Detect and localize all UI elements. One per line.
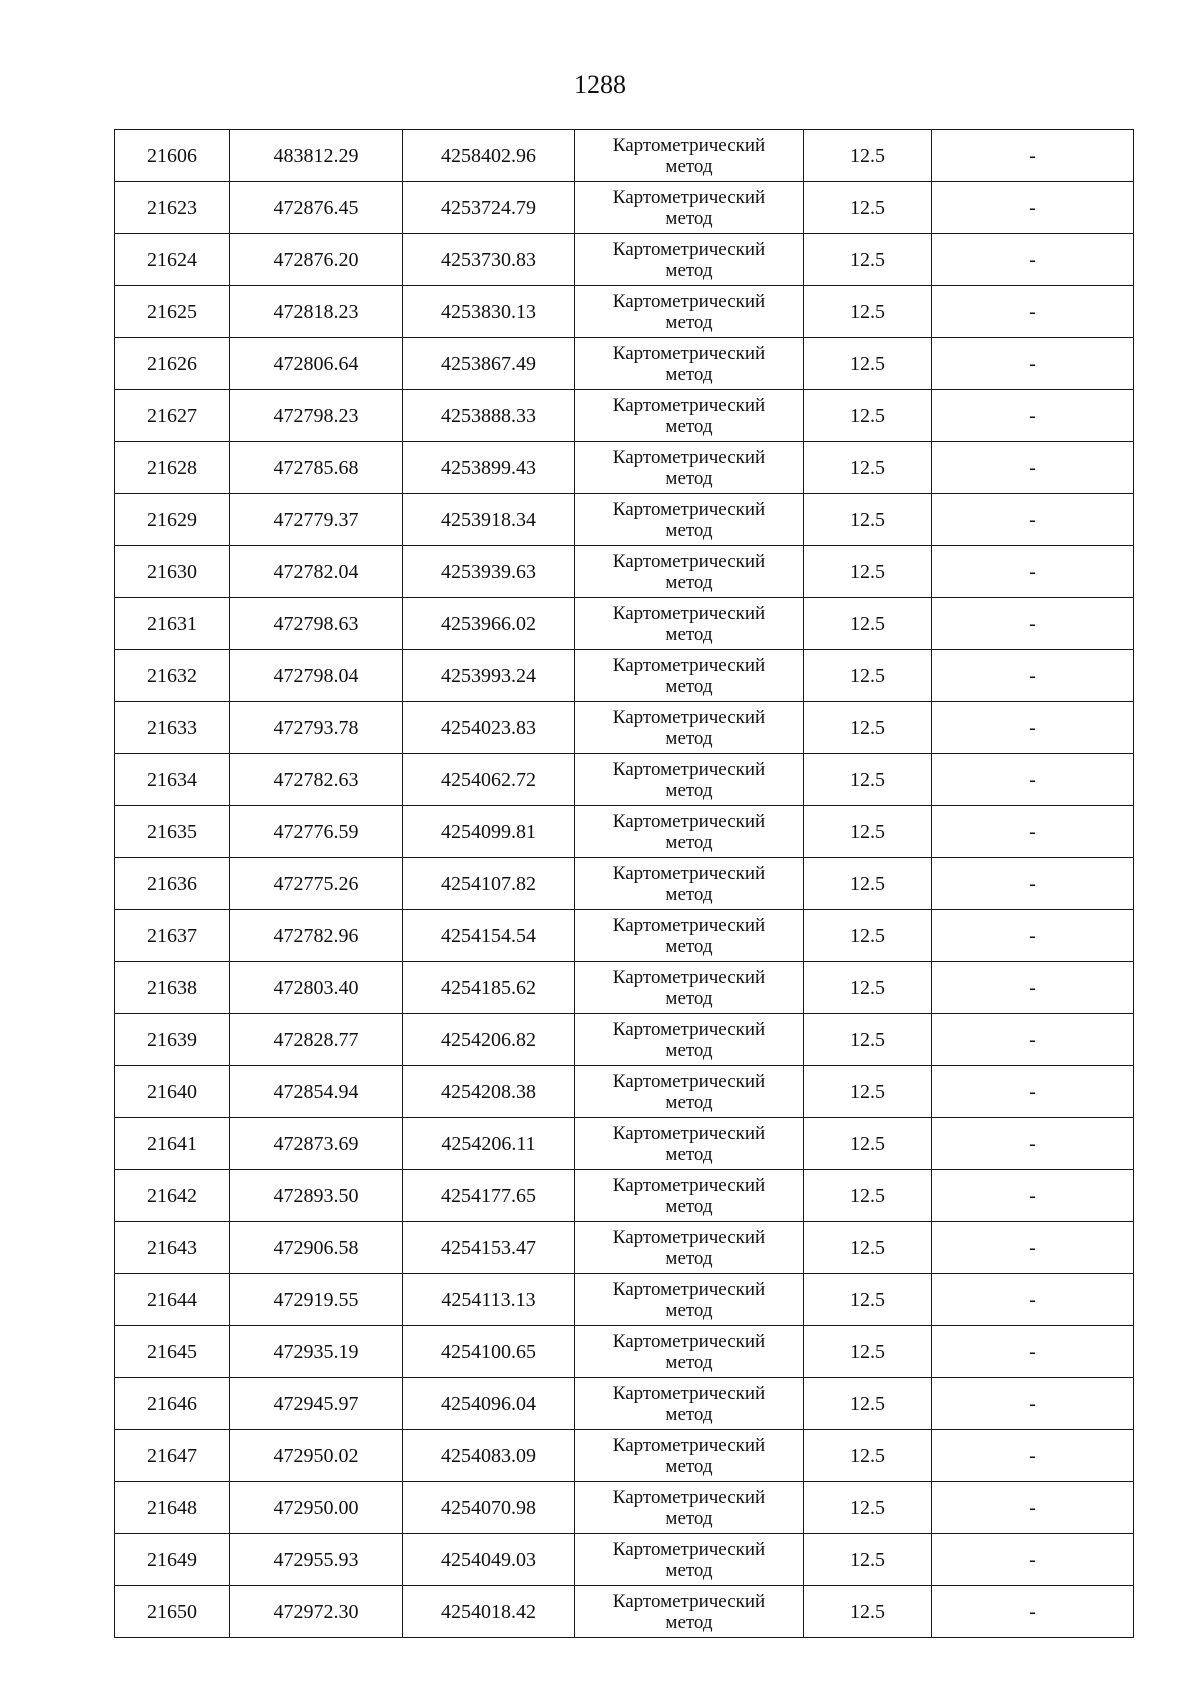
method-line-2: метод xyxy=(665,155,713,177)
table-row xyxy=(115,650,1134,702)
note-cell: - xyxy=(932,910,1134,962)
point-id-cell: 21644 xyxy=(115,1274,230,1326)
table-row xyxy=(115,130,1134,182)
point-id-cell: 21606 xyxy=(115,130,230,182)
table-row xyxy=(115,1326,1134,1378)
x-coordinate-cell: 472793.78 xyxy=(230,702,403,754)
table-row xyxy=(115,1586,1134,1638)
point-id-cell: 21628 xyxy=(115,442,230,494)
y-coordinate-cell: 4254049.03 xyxy=(403,1534,575,1586)
method-line-2: метод xyxy=(665,675,713,697)
accuracy-cell: 12.5 xyxy=(804,546,932,598)
accuracy-cell: 12.5 xyxy=(804,962,932,1014)
method-cell xyxy=(575,1534,804,1586)
method-line-1: Картометрический xyxy=(612,1070,766,1092)
point-id-cell: 21624 xyxy=(115,234,230,286)
y-coordinate-cell: 4254099.81 xyxy=(403,806,575,858)
accuracy-cell: 12.5 xyxy=(804,598,932,650)
note-cell: - xyxy=(932,702,1134,754)
note-cell: - xyxy=(932,1066,1134,1118)
method-line-2: метод xyxy=(665,987,713,1009)
method-cell xyxy=(575,1430,804,1482)
coordinates-table xyxy=(114,129,1134,1638)
method-cell xyxy=(575,338,804,390)
y-coordinate-cell: 4254062.72 xyxy=(403,754,575,806)
note-cell: - xyxy=(932,1222,1134,1274)
method-line-1: Картометрический xyxy=(612,966,766,988)
point-id-cell: 21636 xyxy=(115,858,230,910)
table-row xyxy=(115,1378,1134,1430)
point-id-cell: 21637 xyxy=(115,910,230,962)
accuracy-cell: 12.5 xyxy=(804,442,932,494)
method-line-1: Картометрический xyxy=(612,498,766,520)
accuracy-cell: 12.5 xyxy=(804,1118,932,1170)
method-cell xyxy=(575,1222,804,1274)
note-cell: - xyxy=(932,1118,1134,1170)
method-line-2: метод xyxy=(665,1507,713,1529)
note-cell: - xyxy=(932,494,1134,546)
point-id-cell: 21633 xyxy=(115,702,230,754)
y-coordinate-cell: 4258402.96 xyxy=(403,130,575,182)
y-coordinate-cell: 4254185.62 xyxy=(403,962,575,1014)
y-coordinate-cell: 4254206.82 xyxy=(403,1014,575,1066)
method-cell xyxy=(575,598,804,650)
y-coordinate-cell: 4254177.65 xyxy=(403,1170,575,1222)
note-cell: - xyxy=(932,1274,1134,1326)
method-line-2: метод xyxy=(665,1247,713,1269)
table-row xyxy=(115,910,1134,962)
accuracy-cell: 12.5 xyxy=(804,1534,932,1586)
method-line-2: метод xyxy=(665,1299,713,1321)
table-row xyxy=(115,234,1134,286)
point-id-cell: 21638 xyxy=(115,962,230,1014)
method-line-2: метод xyxy=(665,519,713,541)
note-cell: - xyxy=(932,338,1134,390)
point-id-cell: 21647 xyxy=(115,1430,230,1482)
method-line-2: метод xyxy=(665,623,713,645)
x-coordinate-cell: 472798.63 xyxy=(230,598,403,650)
method-cell xyxy=(575,1482,804,1534)
note-cell: - xyxy=(932,806,1134,858)
method-cell xyxy=(575,1586,804,1638)
x-coordinate-cell: 472955.93 xyxy=(230,1534,403,1586)
method-line-2: метод xyxy=(665,571,713,593)
method-line-2: метод xyxy=(665,259,713,281)
x-coordinate-cell: 472782.04 xyxy=(230,546,403,598)
method-cell xyxy=(575,286,804,338)
accuracy-cell: 12.5 xyxy=(804,702,932,754)
y-coordinate-cell: 4253830.13 xyxy=(403,286,575,338)
accuracy-cell: 12.5 xyxy=(804,130,932,182)
x-coordinate-cell: 472893.50 xyxy=(230,1170,403,1222)
method-line-1: Картометрический xyxy=(612,1174,766,1196)
method-line-2: метод xyxy=(665,935,713,957)
table-row xyxy=(115,182,1134,234)
method-line-1: Картометрический xyxy=(612,134,766,156)
method-line-1: Картометрический xyxy=(612,1278,766,1300)
point-id-cell: 21635 xyxy=(115,806,230,858)
method-cell xyxy=(575,1326,804,1378)
point-id-cell: 21646 xyxy=(115,1378,230,1430)
x-coordinate-cell: 472779.37 xyxy=(230,494,403,546)
method-cell xyxy=(575,702,804,754)
accuracy-cell: 12.5 xyxy=(804,1586,932,1638)
method-line-1: Картометрический xyxy=(612,862,766,884)
method-line-2: метод xyxy=(665,883,713,905)
method-line-2: метод xyxy=(665,415,713,437)
point-id-cell: 21631 xyxy=(115,598,230,650)
y-coordinate-cell: 4254100.65 xyxy=(403,1326,575,1378)
method-line-1: Картометрический xyxy=(612,758,766,780)
point-id-cell: 21632 xyxy=(115,650,230,702)
accuracy-cell: 12.5 xyxy=(804,754,932,806)
accuracy-cell: 12.5 xyxy=(804,1170,932,1222)
accuracy-cell: 12.5 xyxy=(804,1274,932,1326)
method-line-2: метод xyxy=(665,1195,713,1217)
y-coordinate-cell: 4253899.43 xyxy=(403,442,575,494)
method-line-1: Картометрический xyxy=(612,1590,766,1612)
accuracy-cell: 12.5 xyxy=(804,1014,932,1066)
point-id-cell: 21626 xyxy=(115,338,230,390)
method-cell xyxy=(575,910,804,962)
accuracy-cell: 12.5 xyxy=(804,234,932,286)
y-coordinate-cell: 4253993.24 xyxy=(403,650,575,702)
point-id-cell: 21623 xyxy=(115,182,230,234)
table-row xyxy=(115,1170,1134,1222)
table-row xyxy=(115,754,1134,806)
x-coordinate-cell: 472798.04 xyxy=(230,650,403,702)
point-id-cell: 21629 xyxy=(115,494,230,546)
point-id-cell: 21625 xyxy=(115,286,230,338)
coordinates-table-body xyxy=(115,130,1134,1638)
method-cell xyxy=(575,546,804,598)
y-coordinate-cell: 4254096.04 xyxy=(403,1378,575,1430)
y-coordinate-cell: 4254154.54 xyxy=(403,910,575,962)
method-line-1: Картометрический xyxy=(612,1330,766,1352)
note-cell: - xyxy=(932,1326,1134,1378)
table-row xyxy=(115,390,1134,442)
note-cell: - xyxy=(932,546,1134,598)
x-coordinate-cell: 472876.45 xyxy=(230,182,403,234)
accuracy-cell: 12.5 xyxy=(804,1222,932,1274)
method-line-1: Картометрический xyxy=(612,654,766,676)
method-line-1: Картометрический xyxy=(612,394,766,416)
y-coordinate-cell: 4254208.38 xyxy=(403,1066,575,1118)
table-row xyxy=(115,858,1134,910)
table-row xyxy=(115,494,1134,546)
table-row xyxy=(115,1014,1134,1066)
method-line-2: метод xyxy=(665,1559,713,1581)
table-row xyxy=(115,1222,1134,1274)
x-coordinate-cell: 472776.59 xyxy=(230,806,403,858)
method-cell xyxy=(575,182,804,234)
method-line-1: Картометрический xyxy=(612,706,766,728)
table-row xyxy=(115,1482,1134,1534)
y-coordinate-cell: 4253724.79 xyxy=(403,182,575,234)
method-cell xyxy=(575,1014,804,1066)
note-cell: - xyxy=(932,962,1134,1014)
note-cell: - xyxy=(932,1482,1134,1534)
x-coordinate-cell: 472935.19 xyxy=(230,1326,403,1378)
x-coordinate-cell: 472876.20 xyxy=(230,234,403,286)
method-line-2: метод xyxy=(665,779,713,801)
note-cell: - xyxy=(932,442,1134,494)
note-cell: - xyxy=(932,858,1134,910)
method-line-2: метод xyxy=(665,311,713,333)
y-coordinate-cell: 4253918.34 xyxy=(403,494,575,546)
x-coordinate-cell: 472906.58 xyxy=(230,1222,403,1274)
method-line-2: метод xyxy=(665,1091,713,1113)
note-cell: - xyxy=(932,1586,1134,1638)
point-id-cell: 21650 xyxy=(115,1586,230,1638)
y-coordinate-cell: 4254206.11 xyxy=(403,1118,575,1170)
point-id-cell: 21639 xyxy=(115,1014,230,1066)
method-line-1: Картометрический xyxy=(612,1018,766,1040)
method-line-2: метод xyxy=(665,1403,713,1425)
method-line-1: Картометрический xyxy=(612,1122,766,1144)
y-coordinate-cell: 4254107.82 xyxy=(403,858,575,910)
accuracy-cell: 12.5 xyxy=(804,806,932,858)
note-cell: - xyxy=(932,130,1134,182)
method-line-1: Картометрический xyxy=(612,186,766,208)
point-id-cell: 21649 xyxy=(115,1534,230,1586)
accuracy-cell: 12.5 xyxy=(804,1066,932,1118)
method-cell xyxy=(575,234,804,286)
x-coordinate-cell: 472798.23 xyxy=(230,390,403,442)
point-id-cell: 21630 xyxy=(115,546,230,598)
method-cell xyxy=(575,442,804,494)
method-cell xyxy=(575,650,804,702)
table-row xyxy=(115,338,1134,390)
table-row xyxy=(115,806,1134,858)
x-coordinate-cell: 472775.26 xyxy=(230,858,403,910)
method-line-2: метод xyxy=(665,1351,713,1373)
note-cell: - xyxy=(932,286,1134,338)
method-line-2: метод xyxy=(665,363,713,385)
method-line-1: Картометрический xyxy=(612,342,766,364)
method-cell xyxy=(575,858,804,910)
method-line-2: метод xyxy=(665,831,713,853)
point-id-cell: 21648 xyxy=(115,1482,230,1534)
method-cell xyxy=(575,962,804,1014)
x-coordinate-cell: 472803.40 xyxy=(230,962,403,1014)
method-line-2: метод xyxy=(665,727,713,749)
table-row xyxy=(115,1274,1134,1326)
accuracy-cell: 12.5 xyxy=(804,858,932,910)
method-line-2: метод xyxy=(665,1143,713,1165)
x-coordinate-cell: 472818.23 xyxy=(230,286,403,338)
accuracy-cell: 12.5 xyxy=(804,390,932,442)
method-line-1: Картометрический xyxy=(612,602,766,624)
table-row xyxy=(115,1118,1134,1170)
x-coordinate-cell: 472945.97 xyxy=(230,1378,403,1430)
method-cell xyxy=(575,806,804,858)
method-line-1: Картометрический xyxy=(612,1538,766,1560)
table-row xyxy=(115,546,1134,598)
method-line-1: Картометрический xyxy=(612,810,766,832)
accuracy-cell: 12.5 xyxy=(804,910,932,962)
table-row xyxy=(115,702,1134,754)
note-cell: - xyxy=(932,1014,1134,1066)
point-id-cell: 21634 xyxy=(115,754,230,806)
method-cell xyxy=(575,390,804,442)
x-coordinate-cell: 472950.00 xyxy=(230,1482,403,1534)
x-coordinate-cell: 472806.64 xyxy=(230,338,403,390)
accuracy-cell: 12.5 xyxy=(804,286,932,338)
method-line-1: Картометрический xyxy=(612,1434,766,1456)
accuracy-cell: 12.5 xyxy=(804,182,932,234)
x-coordinate-cell: 472972.30 xyxy=(230,1586,403,1638)
point-id-cell: 21645 xyxy=(115,1326,230,1378)
method-line-1: Картометрический xyxy=(612,238,766,260)
method-line-1: Картометрический xyxy=(612,290,766,312)
x-coordinate-cell: 472782.96 xyxy=(230,910,403,962)
method-line-1: Картометрический xyxy=(612,550,766,572)
y-coordinate-cell: 4253966.02 xyxy=(403,598,575,650)
accuracy-cell: 12.5 xyxy=(804,1326,932,1378)
table-row xyxy=(115,1534,1134,1586)
method-line-2: метод xyxy=(665,1455,713,1477)
x-coordinate-cell: 472782.63 xyxy=(230,754,403,806)
y-coordinate-cell: 4254070.98 xyxy=(403,1482,575,1534)
y-coordinate-cell: 4254023.83 xyxy=(403,702,575,754)
method-cell xyxy=(575,1170,804,1222)
table-row xyxy=(115,286,1134,338)
method-line-2: метод xyxy=(665,207,713,229)
note-cell: - xyxy=(932,598,1134,650)
method-cell xyxy=(575,1378,804,1430)
y-coordinate-cell: 4253867.49 xyxy=(403,338,575,390)
x-coordinate-cell: 472873.69 xyxy=(230,1118,403,1170)
method-line-1: Картометрический xyxy=(612,446,766,468)
note-cell: - xyxy=(932,1170,1134,1222)
accuracy-cell: 12.5 xyxy=(804,650,932,702)
method-line-2: метод xyxy=(665,467,713,489)
x-coordinate-cell: 472950.02 xyxy=(230,1430,403,1482)
x-coordinate-cell: 483812.29 xyxy=(230,130,403,182)
method-cell xyxy=(575,1118,804,1170)
note-cell: - xyxy=(932,390,1134,442)
note-cell: - xyxy=(932,1378,1134,1430)
x-coordinate-cell: 472919.55 xyxy=(230,1274,403,1326)
y-coordinate-cell: 4254113.13 xyxy=(403,1274,575,1326)
method-cell xyxy=(575,1274,804,1326)
y-coordinate-cell: 4254083.09 xyxy=(403,1430,575,1482)
y-coordinate-cell: 4254018.42 xyxy=(403,1586,575,1638)
method-line-2: метод xyxy=(665,1039,713,1061)
y-coordinate-cell: 4253888.33 xyxy=(403,390,575,442)
note-cell: - xyxy=(932,182,1134,234)
note-cell: - xyxy=(932,1534,1134,1586)
y-coordinate-cell: 4254153.47 xyxy=(403,1222,575,1274)
method-line-1: Картометрический xyxy=(612,1226,766,1248)
page-number: 1288 xyxy=(574,70,626,99)
method-cell xyxy=(575,130,804,182)
accuracy-cell: 12.5 xyxy=(804,494,932,546)
method-cell xyxy=(575,1066,804,1118)
x-coordinate-cell: 472828.77 xyxy=(230,1014,403,1066)
y-coordinate-cell: 4253730.83 xyxy=(403,234,575,286)
method-line-1: Картометрический xyxy=(612,1486,766,1508)
point-id-cell: 21640 xyxy=(115,1066,230,1118)
x-coordinate-cell: 472785.68 xyxy=(230,442,403,494)
note-cell: - xyxy=(932,1430,1134,1482)
y-coordinate-cell: 4253939.63 xyxy=(403,546,575,598)
table-row xyxy=(115,1066,1134,1118)
method-line-2: метод xyxy=(665,1611,713,1633)
point-id-cell: 21627 xyxy=(115,390,230,442)
point-id-cell: 21642 xyxy=(115,1170,230,1222)
table-row xyxy=(115,598,1134,650)
accuracy-cell: 12.5 xyxy=(804,338,932,390)
method-cell xyxy=(575,494,804,546)
note-cell: - xyxy=(932,650,1134,702)
x-coordinate-cell: 472854.94 xyxy=(230,1066,403,1118)
note-cell: - xyxy=(932,234,1134,286)
point-id-cell: 21643 xyxy=(115,1222,230,1274)
table-row xyxy=(115,962,1134,1014)
table-row xyxy=(115,442,1134,494)
method-line-1: Картометрический xyxy=(612,1382,766,1404)
method-cell xyxy=(575,754,804,806)
table-row xyxy=(115,1430,1134,1482)
accuracy-cell: 12.5 xyxy=(804,1482,932,1534)
method-line-1: Картометрический xyxy=(612,914,766,936)
note-cell: - xyxy=(932,754,1134,806)
accuracy-cell: 12.5 xyxy=(804,1430,932,1482)
point-id-cell: 21641 xyxy=(115,1118,230,1170)
accuracy-cell: 12.5 xyxy=(804,1378,932,1430)
